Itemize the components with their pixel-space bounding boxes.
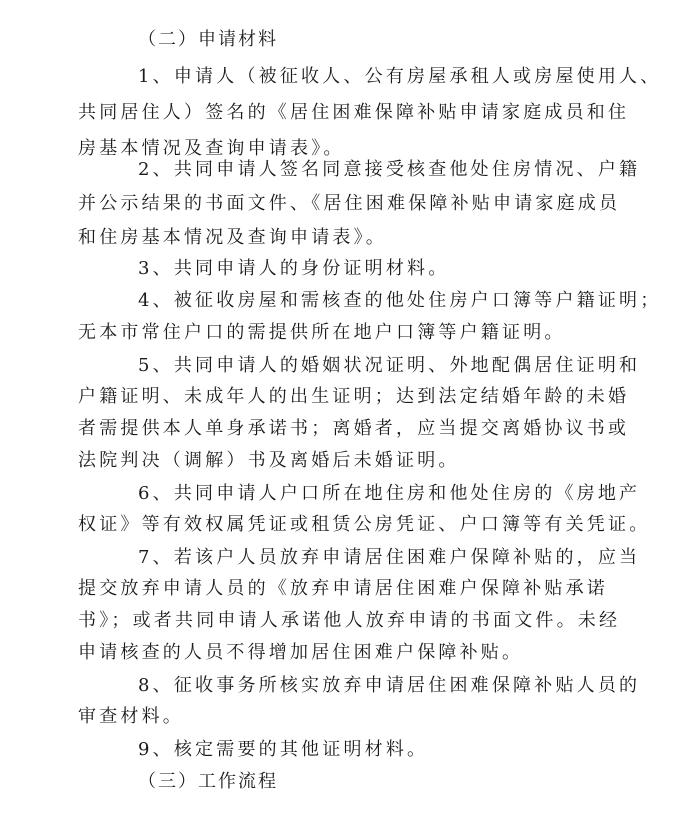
item-3-line-1: 3、共同申请人的身份证明材料。 (138, 258, 450, 279)
item-2-line-1: 2、共同申请人签名同意接受核查他处住房情况、户籍 (138, 159, 641, 180)
item-6-line-2: 权证》等有效权属凭证或租赁公房凭证、户口簿等有关凭证。 (78, 514, 651, 535)
item-1-line-1: 1、申请人（被征收人、公有房屋承租人或房屋使用人、 (138, 66, 662, 87)
item-1-line-3: 房基本情况及查询申请表》。 (78, 138, 345, 159)
item-9-line-1: 9、核定需要的其他证明材料。 (138, 739, 429, 760)
item-7-line-1: 7、若该户人员放弃申请居住困难户保障补贴的，应当 (138, 547, 641, 568)
item-7-line-3: 书》；或者共同申请人承诺他人放弃申请的书面文件。未经 (78, 610, 621, 631)
item-2-line-3: 和住房基本情况及查询申请表》。 (78, 227, 387, 248)
section-heading-application-materials: （二）申请材料 (138, 29, 278, 50)
item-8-line-2: 审查材料。 (78, 706, 184, 727)
item-5-line-2: 户籍证明、未成年人的出生证明；达到法定结婚年龄的未婚 (78, 386, 630, 407)
item-1-line-2: 共同居住人）签名的《居住困难保障补贴申请家庭成员和住 (78, 102, 630, 123)
item-5-line-4: 法院判决（调解）书及离婚后未婚证明。 (78, 450, 460, 471)
item-4-line-1: 4、被征收房屋和需核查的他处住房户口簿等户籍证明； (138, 290, 662, 311)
item-8-line-1: 8、征收事务所核实放弃申请居住困难保障补贴人员的 (138, 675, 641, 696)
item-7-line-2: 提交放弃申请人员的《放弃申请居住困难户保障补贴承诺 (78, 578, 608, 599)
section-heading-work-process: （三）工作流程 (138, 771, 278, 792)
item-7-line-4: 申请核查的人员不得增加居住困难户保障补贴。 (78, 642, 524, 663)
item-4-line-2: 无本市常住户口的需提供所在地户口簿等户籍证明。 (78, 322, 566, 343)
item-2-line-2: 并公示结果的书面文件、《居住困难保障补贴申请家庭成员 (78, 193, 621, 214)
item-5-line-1: 5、共同申请人的婚姻状况证明、外地配偶居住证明和 (138, 355, 641, 376)
item-6-line-1: 6、共同申请人户口所在地住房和他处住房的《房地产 (138, 483, 641, 504)
item-5-line-3: 者需提供本人单身承诺书；离婚者，应当提交离婚协议书或 (78, 418, 630, 439)
